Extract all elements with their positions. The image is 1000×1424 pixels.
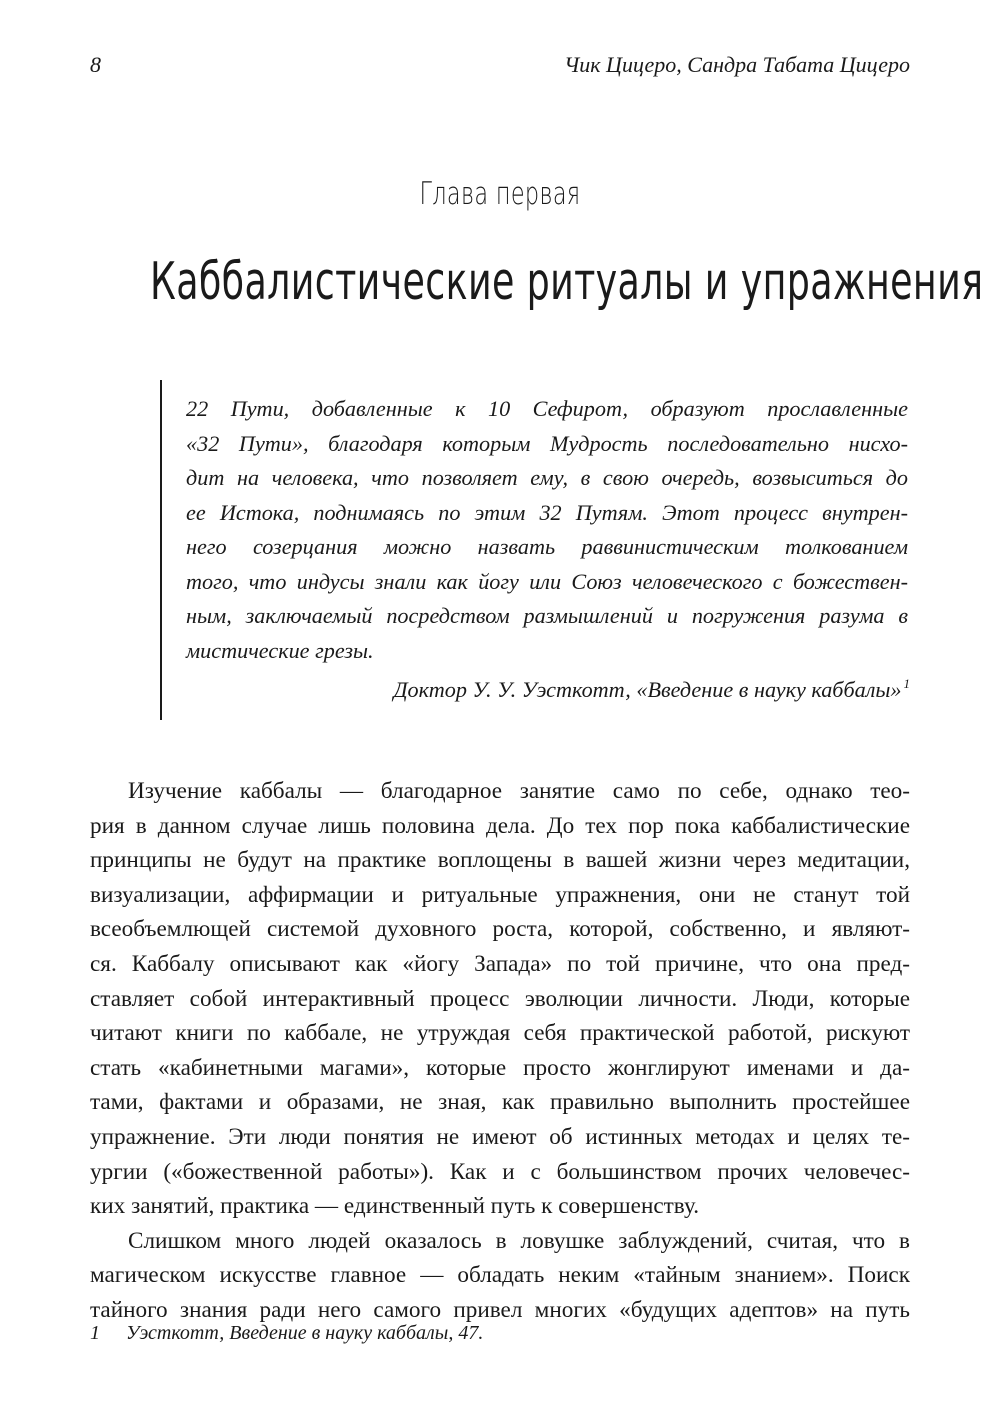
- epigraph-line: ным, заключаемый посредством размышлений и погружения разума в: [186, 603, 908, 628]
- footnote-reference[interactable]: 1: [903, 676, 910, 691]
- body-line: ся. Каббалу описывают как «йогу Запада» по той причине, что она пред-: [90, 950, 910, 977]
- body-line: всеобъемлющей системой духовного роста, которой, собственно, и являют-: [90, 916, 910, 943]
- footnote: [90, 1322, 483, 1345]
- body-line: принципы не будут на практике воплощены в вашей жизни через медитации,: [90, 847, 910, 874]
- body-line: ких занятий, практика — единственный путь к совершенству.: [90, 1193, 700, 1220]
- body-text: [90, 774, 910, 1328]
- body-line: ставляет собой интерактивный процесс эволюции личности. Люди, которые: [90, 985, 910, 1012]
- body-line: магическом искусстве главное — обладать неким «тайным знанием». Поиск: [90, 1262, 910, 1289]
- epigraph: [160, 380, 918, 720]
- body-line: Изучение каббалы — благодарное занятие само по себе, однако тео-: [128, 778, 910, 804]
- chapter-label: Глава первая: [419, 176, 581, 212]
- running-title: Чик Цицеро, Сандра Табата Цицеро: [564, 52, 910, 77]
- epigraph-line: 22 Пути, добавленные к 10 Сефирот, образуют прославленные: [186, 396, 908, 421]
- page-number: 8: [90, 52, 101, 77]
- body-line: стать «кабинетными магами», которые просто жонглируют именами и да-: [90, 1054, 910, 1081]
- epigraph-line: того, что индусы знали как йогу или Союз человеческого с божествен-: [186, 568, 908, 594]
- body-line: читают книги по каббале, не утруждая себя практической работой, рискуют: [90, 1020, 910, 1047]
- epigraph-source-text: Доктор У. У. Уэсткотт, «Введение в науку каббалы»: [393, 677, 902, 702]
- epigraph-rule: [160, 380, 162, 720]
- footnote-text: Уэсткотт, Введение в науку каббалы, 47.: [126, 1322, 484, 1344]
- footnote-number: 1: [90, 1322, 100, 1344]
- epigraph-text: [186, 392, 908, 668]
- body-line: Слишком много людей оказалось в ловушке заблуждений, считая, что в: [128, 1227, 910, 1254]
- body-line: упражнение. Эти люди понятия не имеют об истинных методах и целях те-: [90, 1123, 910, 1150]
- epigraph-line: мистические грезы.: [186, 637, 374, 663]
- chapter-title: Каббалистические ритуалы и упражнения: [150, 252, 984, 312]
- epigraph-line: него созерцания можно назвать раввинистическим толкованием: [186, 534, 908, 559]
- epigraph-line: «32 Пути», благодаря которым Мудрость последовательно нисхо-: [186, 430, 908, 456]
- body-line: тами, фактами и образами, не зная, как правильно выполнить простейшее: [90, 1089, 910, 1116]
- body-line: визуализации, аффирмации и ритуальные упражнения, они не станут той: [90, 881, 910, 908]
- body-line: ургии («божественной работы»). Как и с большинством прочих человечес-: [90, 1158, 910, 1185]
- epigraph-line: ее Истока, поднимаясь по этим 32 Путям. Этот процесс внутрен-: [186, 499, 908, 525]
- epigraph-source: [393, 676, 910, 703]
- running-head: [90, 52, 910, 84]
- epigraph-line: дит на человека, что позволяет ему, в свою очередь, возвыситься до: [186, 465, 908, 490]
- body-line: тайного знания ради него самого привел многих «будущих адептов» на путь: [90, 1296, 910, 1323]
- body-line: рия в данном случае лишь половина дела. До тех пор пока каббалистические: [90, 812, 910, 839]
